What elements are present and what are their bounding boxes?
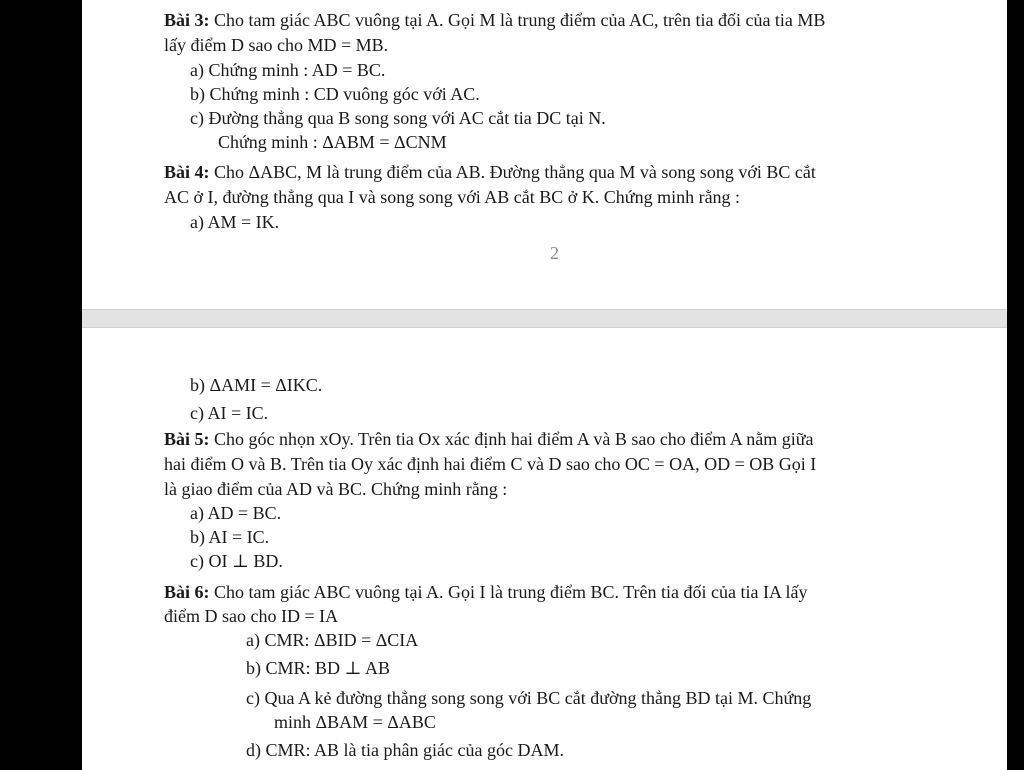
bai3-item-c: c) Đường thẳng qua B song song với AC cắt tia DC tại N. — [190, 108, 606, 128]
bai6-item-c: c) Qua A kẻ đường thẳng song song với BC cắt đường thẳng BD tại M. Chứng — [246, 688, 812, 708]
bai6-item-c-cont: minh ΔBAM = ΔABC — [274, 712, 436, 732]
bai6-item-a: a) CMR: ΔBID = ΔCIA — [246, 630, 419, 650]
bai6-item-d: d) CMR: AB là tia phân giác của góc DAM. — [246, 740, 564, 760]
bai5-line1: Bài 5: Cho góc nhọn xOy. Trên tia Ox xác định hai điểm A và B sao cho điểm A nằm giữa — [164, 429, 814, 449]
bai3-line2: lấy điểm D sao cho MD = MB. — [164, 35, 389, 55]
bai5-item-c: c) OI ⊥ BD. — [190, 551, 283, 571]
bai5-line3: là giao điểm của AD và BC. Chứng minh rằng : — [164, 479, 508, 499]
bai5-label: Bài 5: — [164, 429, 210, 449]
bai4-line1: Bài 4: Cho ΔABC, M là trung điểm của AB. Đường thẳng qua M và song song với BC cắt — [164, 162, 816, 182]
bai5-line2: hai điểm O và B. Trên tia Oy xác định hai điểm C và D sao cho OC = OA, OD = OB Gọi I — [164, 454, 817, 474]
bai6-item-b: b) CMR: BD ⊥ AB — [246, 658, 390, 678]
bai5-item-b: b) AI = IC. — [190, 527, 270, 547]
page-number: 2 — [550, 243, 559, 263]
bai4-item-b: b) ΔAMI = ΔIKC. — [190, 375, 323, 395]
bai3-label: Bài 3: — [164, 10, 210, 30]
bai6-label: Bài 6: — [164, 582, 210, 602]
bai3-item-a: a) Chứng minh : AD = BC. — [190, 60, 386, 80]
bai3-item-c-cont: Chứng minh : ΔABM = ΔCNM — [218, 132, 447, 152]
bai3-line1: Bài 3: Cho tam giác ABC vuông tại A. Gọi M là trung điểm của AC, trên tia đối của tia MB — [164, 10, 826, 30]
bai4-item-c: c) AI = IC. — [190, 403, 269, 423]
bai5-item-a: a) AD = BC. — [190, 503, 282, 523]
page-separator — [82, 309, 1007, 328]
bai4-label: Bài 4: — [164, 162, 210, 182]
bai4-item-a: a) AM = IK. — [190, 212, 280, 232]
bai6-line1: Bài 6: Cho tam giác ABC vuông tại A. Gọi I là trung điểm BC. Trên tia đối của tia IA lấy — [164, 582, 808, 602]
left-dark-margin — [0, 0, 82, 770]
bai3-item-b: b) Chứng minh : CD vuông góc với AC. — [190, 84, 480, 104]
bai6-line2: điểm D sao cho ID = IA — [164, 606, 339, 626]
bai4-line2: AC ở I, đường thẳng qua I và song song với AB cắt BC ở K. Chứng minh rằng : — [164, 187, 741, 207]
right-dark-margin — [1007, 0, 1024, 770]
